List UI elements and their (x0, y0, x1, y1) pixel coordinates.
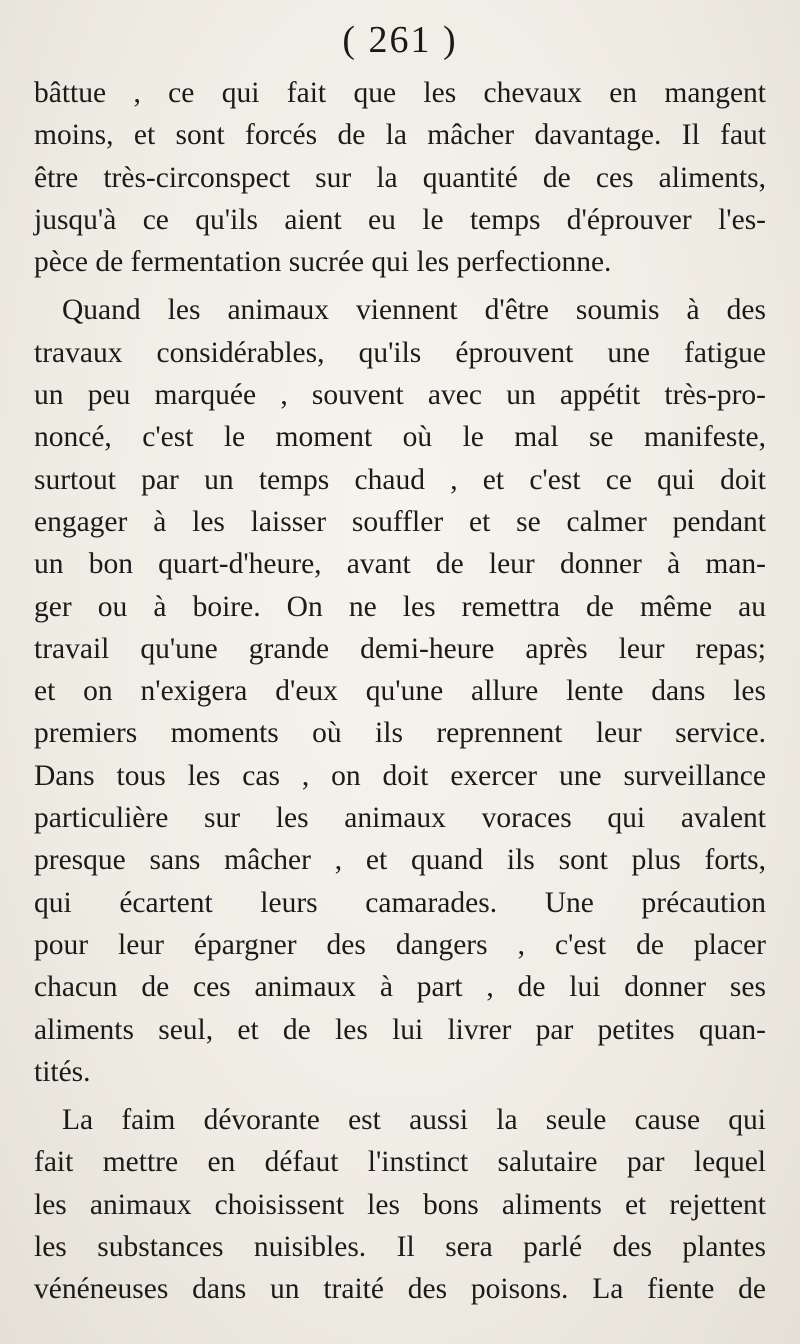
text-line: travaux considérables, qu'ils éprouvent une fatigue (34, 336, 766, 369)
paragraph (34, 289, 766, 1093)
text-line: un bon quart-d'heure, avant de leur donner à man- (34, 548, 766, 581)
text-line: pour leur épargner des dangers , c'est de placer (34, 928, 766, 961)
text-line: être très-circonspect sur la quantité de ces aliments, (34, 161, 766, 194)
text-line: et on n'exigera d'eux qu'une allure lente dans les (34, 675, 766, 708)
text-line: qui écartent leurs camarades. Une précaution (34, 886, 766, 919)
text-line: vénéneuses dans un traité des poisons. La fiente de (34, 1273, 766, 1306)
text-line: particulière sur les animaux voraces qui avalent (34, 802, 766, 835)
text-line: un peu marquée , souvent avec un appétit très-pro- (34, 379, 766, 412)
text-line: aliments seul, et de les lui livrer par petites quan- (34, 1013, 766, 1046)
text-line: Quand les animaux viennent d'être soumis à des (62, 294, 766, 327)
text-line: engager à les laisser souffler et se calmer pendant (34, 505, 766, 538)
text-line: moins, et sont forcés de la mâcher davantage. Il faut (34, 119, 766, 152)
text-line: presque sans mâcher , et quand ils sont plus forts, (34, 844, 766, 877)
text-line: fait mettre en défaut l'instinct salutaire par lequel (34, 1146, 766, 1179)
text-line: travail qu'une grande demi-heure après leur repas; (34, 632, 766, 665)
text-line: les animaux choisissent les bons aliments et rejettent (34, 1188, 766, 1221)
text-line: noncé, c'est le moment où le mal se manifeste, (34, 421, 766, 454)
text-line: pèce de fermentation sucrée qui les perfectionne. (34, 246, 612, 279)
page-number: ( 261 ) (342, 19, 458, 61)
text-line: les substances nuisibles. Il sera parlé des plantes (34, 1231, 766, 1264)
text-line: surtout par un temps chaud , et c'est ce qui doit (34, 463, 766, 496)
text-line: premiers moments où ils reprennent leur service. (34, 717, 766, 750)
text-line: ger ou à boire. On ne les remettra de même au (34, 590, 766, 623)
text-line: Dans tous les cas , on doit exercer une surveillance (34, 759, 766, 792)
text-line: chacun de ces animaux à part , de lui donner ses (34, 971, 766, 1004)
paragraph (34, 72, 766, 283)
body-text (34, 72, 766, 1311)
text-line: tités. (34, 1055, 91, 1088)
text-line: La faim dévorante est aussi la seule cause qui (62, 1104, 766, 1137)
paragraph (34, 1099, 766, 1310)
text-line: bâttue , ce qui fait que les chevaux en mangent (34, 77, 766, 109)
text-line: jusqu'à ce qu'ils aient eu le temps d'éprouver l'es- (34, 203, 766, 236)
